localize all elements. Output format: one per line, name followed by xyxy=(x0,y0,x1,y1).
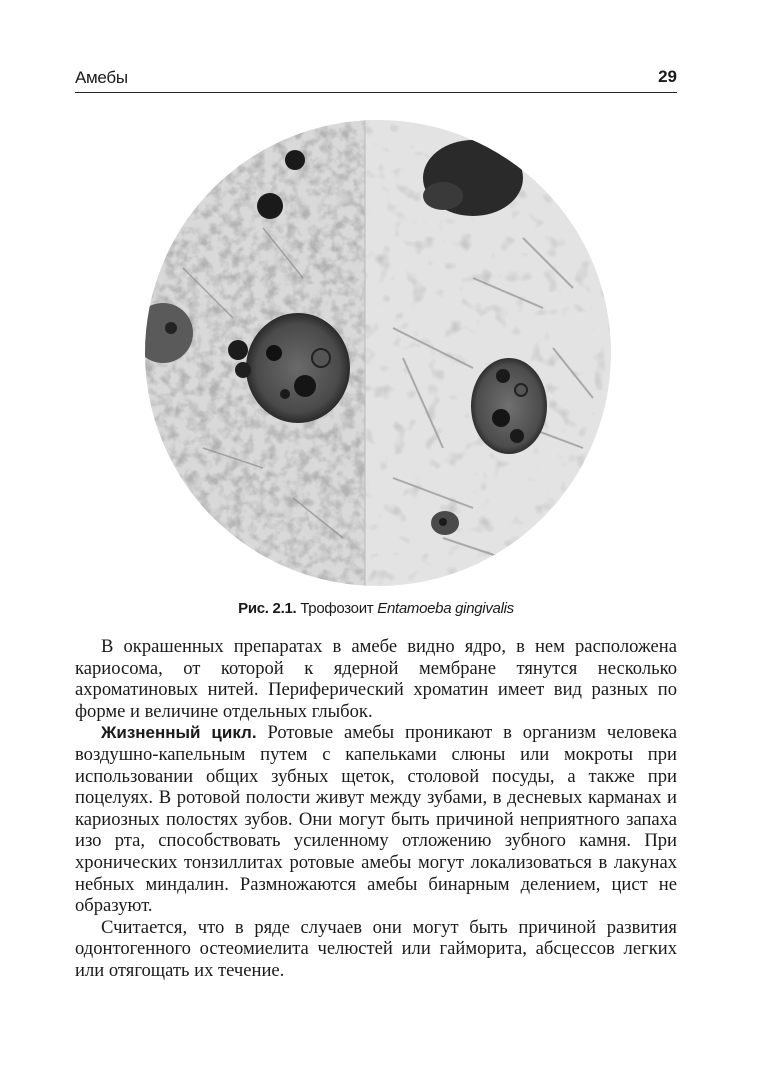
micrograph-image xyxy=(143,118,613,588)
caption-species: Entamoeba gingivalis xyxy=(377,600,514,617)
page-header xyxy=(75,68,677,93)
paragraph-2-text: Ротовые амебы проникают в организм человека воздушно-капельным путем с капельками слюны или мокроты при использовании общих зубных щеток, столовой посуды, а также при поцелуях. В ротовой полости живут между зубами, в десневых карманах и кариозных полостях зубов. Они могут быть причиной неприятного запаха изо рта, способствовать усиленному отложению зубного камня. При хронических тонзиллитах ротовые амебы могут локализоваться в лакунах небных миндалин. Размножаются амебы бинарным делением, цист не образуют. xyxy=(75,722,677,917)
body-text xyxy=(75,636,677,982)
figure-caption xyxy=(75,600,677,617)
micrograph-figure xyxy=(143,118,613,588)
page-number: 29 xyxy=(658,67,677,86)
running-head: Амебы xyxy=(75,68,128,87)
caption-label: Рис. 2.1. xyxy=(238,600,297,617)
paragraph-3: Считается, что в ряде случаев они могут быть причиной развития одонтогенного остеомиелита челюстей или гайморита, абсцессов легких или отягощать их течение. xyxy=(75,916,677,981)
paragraph-2-heading: Жизненный цикл. xyxy=(101,723,257,743)
paragraph-1: В окрашенных препаратах в амебе видно ядро, в нем расположена кариосома, от которой к ядерной мембране тянутся несколько ахроматиновых нитей. Периферический хроматин имеет вид разных по форме и величине отдельных глыбок. xyxy=(75,636,677,722)
paragraph-2 xyxy=(75,722,677,916)
caption-text: Трофозоит xyxy=(300,600,374,617)
